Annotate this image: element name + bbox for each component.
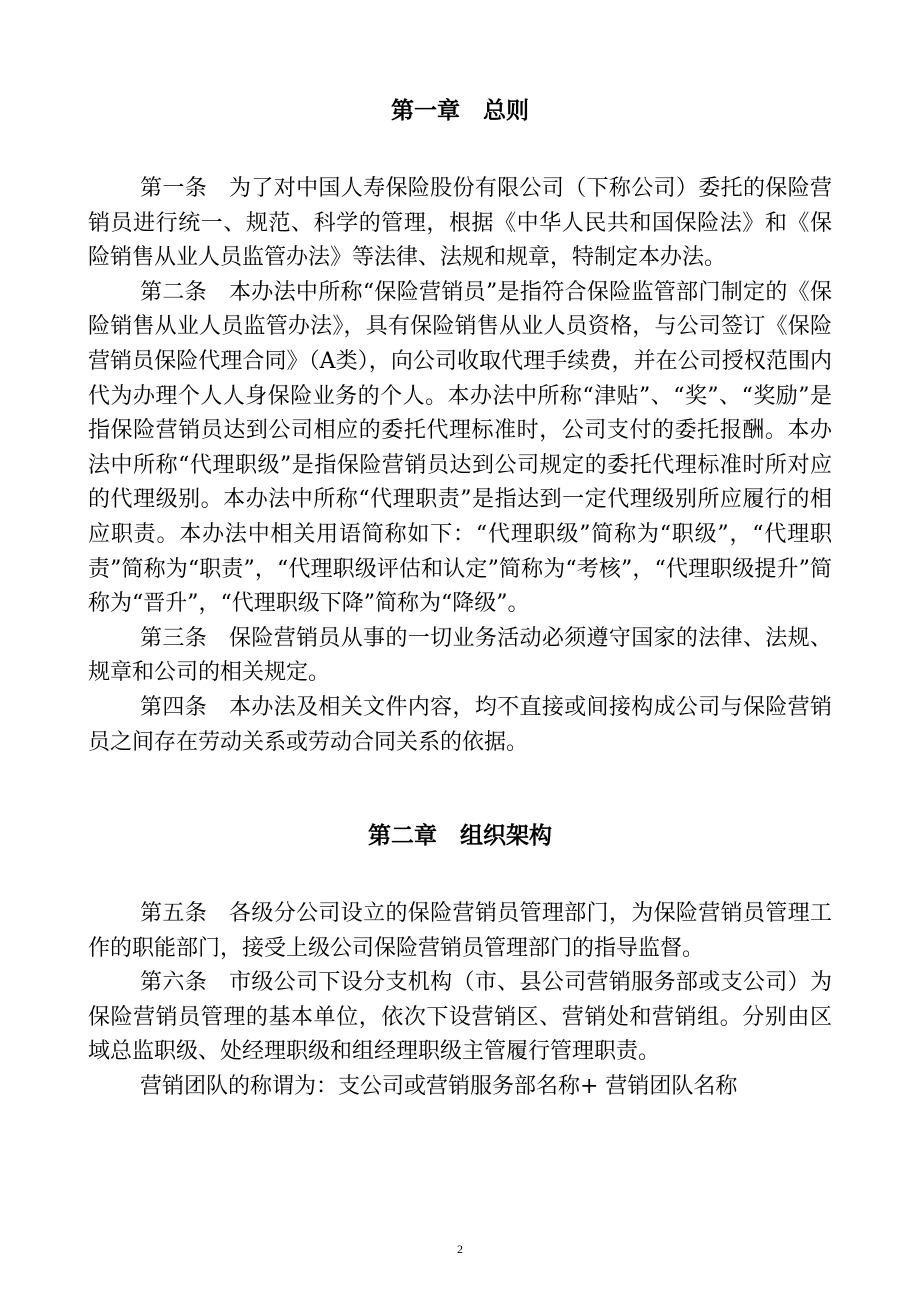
chapter-2-title: 第二章 组织架构 — [368, 823, 552, 849]
article-text: 市级公司下设分支机构（市、县公司营销服务部或支公司）为保险营销员管理的基本单位，依次下设营销区、营销处和营销组。分别由区域总监职级、处经理职级和组经理职级主管履行管理职责。 — [88, 970, 832, 1065]
article-number: 第一条 — [140, 176, 208, 201]
article-number: 第二条 — [140, 279, 207, 305]
document-page — [88, 0, 832, 1302]
article-text: 本办法及相关文件内容，均不直接或间接构成公司与保险营销员之间存在劳动关系或劳动合同关系的依据。 — [88, 694, 832, 755]
article-2 — [88, 276, 832, 622]
article-text: 本办法中所称“保险营销员”是指符合保险监管部门制定的《保险销售从业人员监管办法》，具有保险销售从业人员资格，与公司签订《保险营销员保险代理合同》（A类），向公司收取代理手续费，并在公司授权范围内代为办理个人人身保险业务的个人。本办法中所称“津贴”、“奖”、“奖励”是指保险营销员达到公司相应的委托代理标准时，公司支付的委托报酬。本办法中所称“代理职级”是指保险营销员达到公司规定的委托代理标准时所对应的代理级别。本办法中所称“代理职责”是指达到一定代理级别所应履行的相应职责。本办法中相关用语简称如下：“代理职级”简称为“职级”，“代理职责”简称为“职责”，“代理职级评估和认定”简称为“考核”，“代理职级提升”简称为“晋升”，“代理职级下降”简称为“降级”。 — [88, 279, 832, 617]
article-text: 为了对中国人寿保险股份有限公司（下称公司）委托的保险营销员进行统一、规范、科学的管理，根据《中华人民共和国保险法》和《保险销售从业人员监管办法》等法律、法规和规章，特制定本办法。 — [88, 176, 832, 271]
article-number: 第五条 — [140, 901, 208, 926]
article-1 — [88, 172, 832, 276]
page-number: 2 — [457, 1242, 463, 1256]
team-naming-note: 营销团队的称谓为：支公司或营销服务部名称+ 营销团队名称 — [140, 1073, 738, 1099]
article-number: 第六条 — [140, 970, 208, 996]
article-number: 第四条 — [140, 694, 208, 720]
article-3 — [88, 622, 832, 691]
article-5 — [88, 897, 832, 966]
chapter-1-body — [88, 172, 832, 760]
chapter-1-title: 第一章 总则 — [391, 98, 529, 124]
article-text: 保险营销员从事的一切业务活动必须遵守国家的法律、法规、规章和公司的相关规定。 — [88, 625, 832, 686]
chapter-2-body — [88, 897, 832, 1105]
article-text: 各级分公司设立的保险营销员管理部门，为保险营销员管理工作的职能部门，接受上级公司保险营销员管理部门的指导监督。 — [88, 901, 832, 961]
article-4 — [88, 691, 832, 760]
article-6 — [88, 966, 832, 1070]
article-number: 第三条 — [140, 625, 208, 651]
